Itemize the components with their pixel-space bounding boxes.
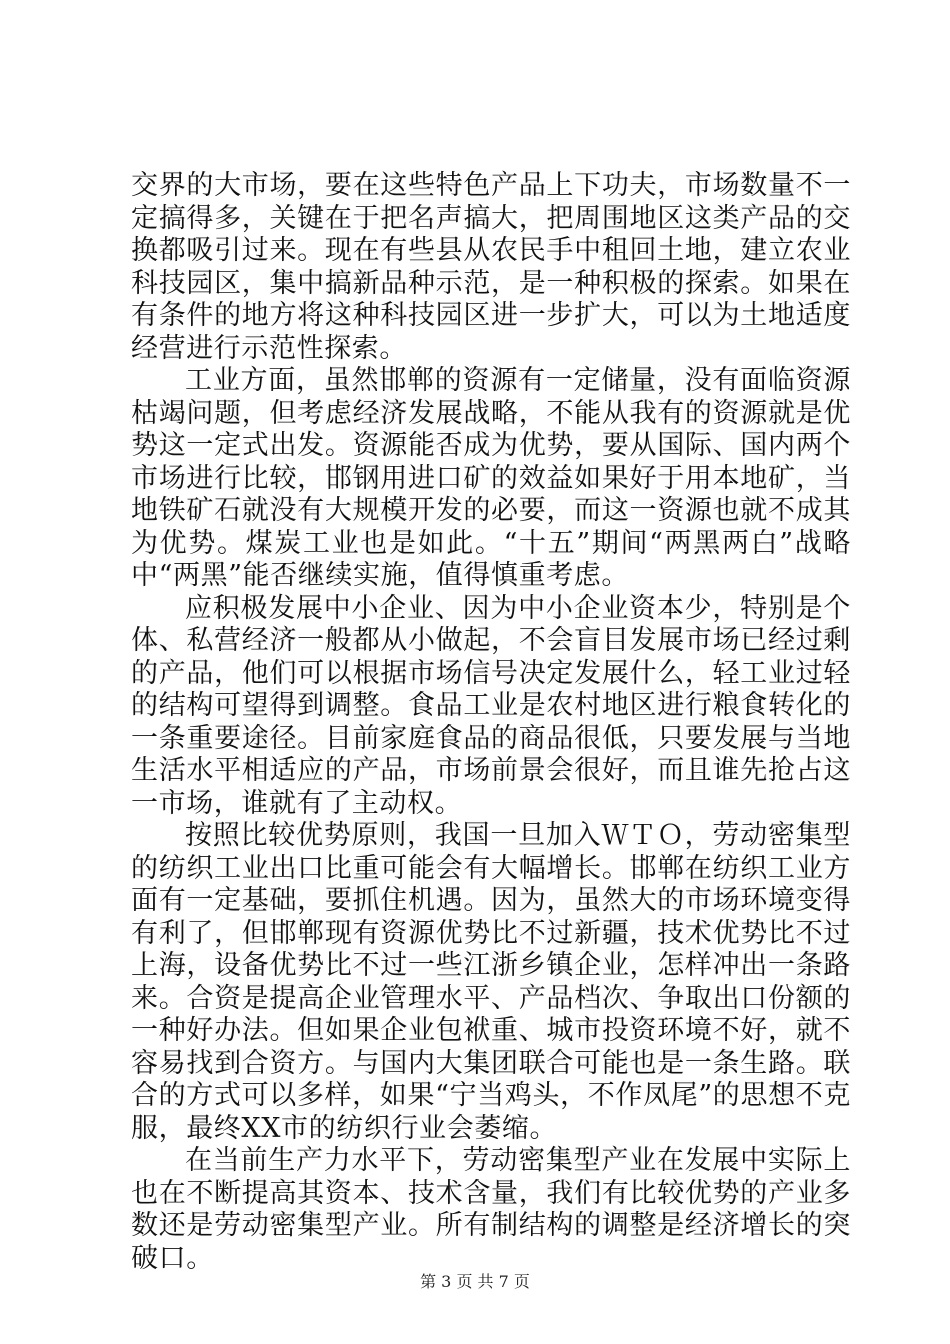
paragraph-1: 交界的大市场，要在这些特色产品上下功夫，市场数量不一定搞得多，关键在于把名声搞大，把周围地区这类产品的交换都吸引过来。现在有些县从农民手中租回土地，建立农业科技园区，集中搞新品种示范，是一种积极的探索。如果在有条件的地方将这种科技园区进一步扩大，可以为土地适度经营进行示范性探索。: [131, 170, 851, 364]
paragraph-5: 在当前生产力水平下，劳动密集型产业在发展中实际上也在不断提高其资本、技术含量，我们有比较优势的产业多数还是劳动密集型产业。所有制结构的调整是经济增长的突破口。: [131, 1145, 851, 1274]
paragraph-4: 按照比较优势原则，我国一旦加入ＷＴＯ，劳动密集型的纺织工业出口比重可能会有大幅增长。邯郸在纺织工业方面有一定基础，要抓住机遇。因为，虽然大的市场环境变得有利了，但邯郸现有资源优势比不过新疆，技术优势比不过上海，设备优势比不过一些江浙乡镇企业，怎样冲出一条路来。合资是提高企业管理水平、产品档次、争取出口份额的一种好办法。但如果企业包袱重、城市投资环境不好，就不容易找到合资方。与国内大集团联合可能也是一条生路。联合的方式可以多样，如果“宁当鸡头，不作凤尾”的思想不克服，最终XX市的纺织行业会萎缩。: [131, 820, 851, 1144]
paragraph-3: 应积极发展中小企业、因为中小企业资本少，特别是个体、私营经济一般都从小做起，不会盲目发展市场已经过剩的产品，他们可以根据市场信号决定发展什么，轻工业过轻的结构可望得到调整。食品工业是农村地区进行粮食转化的一条重要途径。目前家庭食品的商品很低，只要发展与当地生活水平相适应的产品，市场前景会很好，而且谁先抢占这一市场，谁就有了主动权。: [131, 592, 851, 819]
page-number-footer: 第 3 页 共 7 页: [420, 1272, 530, 1291]
document-body: [131, 170, 851, 1275]
paragraph-2: 工业方面，虽然邯郸的资源有一定储量，没有面临资源枯竭问题，但考虑经济发展战略，不能从我有的资源就是优势这一定式出发。资源能否成为优势，要从国际、国内两个市场进行比较，邯钢用进口矿的效益如果好于用本地矿，当地铁矿石就没有大规模开发的必要，而这一资源也就不成其为优势。煤炭工业也是如此。“十五”期间“两黑两白”战略中“两黑”能否继续实施，值得慎重考虑。: [131, 365, 851, 591]
